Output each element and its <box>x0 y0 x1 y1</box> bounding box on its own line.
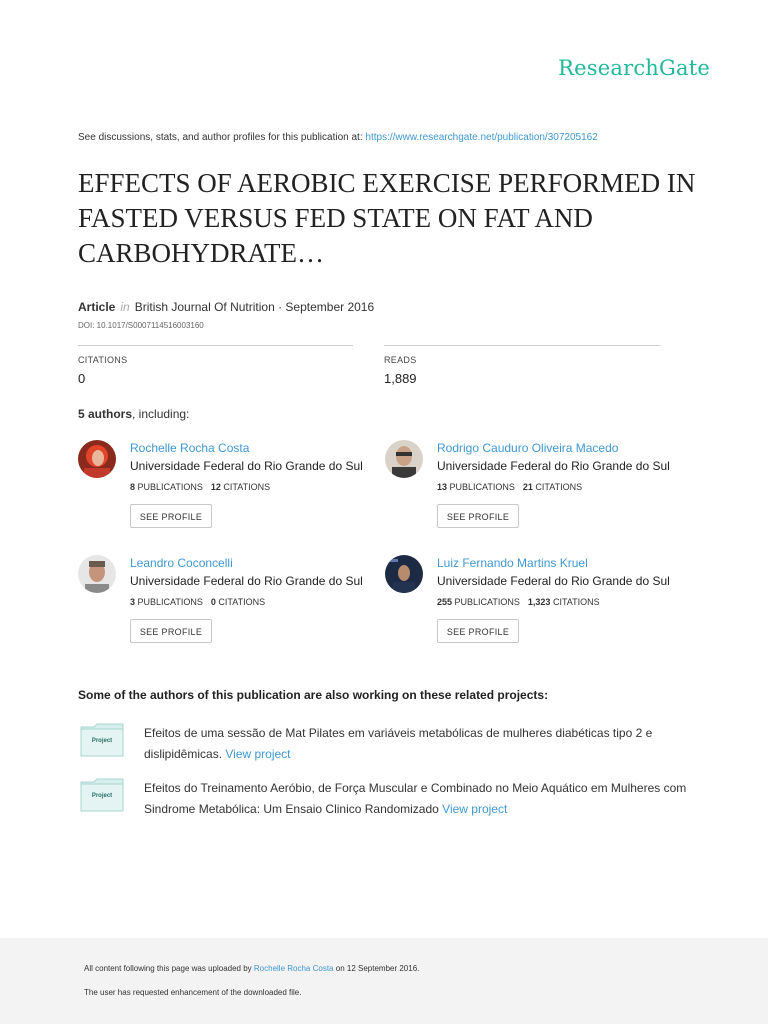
publications-label: PUBLICATIONS <box>449 482 515 492</box>
author-institution: Universidade Federal do Rio Grande do Sul <box>130 574 363 588</box>
upload-note-prefix: All content following this page was uploaded by <box>84 964 252 973</box>
upload-note-suffix: on 12 September 2016. <box>335 964 420 973</box>
publications-label: PUBLICATIONS <box>454 597 520 607</box>
author-institution: Universidade Federal do Rio Grande do Sul <box>130 459 363 473</box>
researchgate-logo[interactable]: ResearchGate <box>558 56 710 80</box>
publications-count: 3 <box>130 597 136 607</box>
citations-count: 12 <box>210 482 221 492</box>
citations-count: 21 <box>522 482 533 492</box>
divider-citations <box>78 345 353 346</box>
author-stats <box>130 597 265 607</box>
upload-footer <box>0 938 768 1024</box>
citations-label: CITATIONS <box>223 482 271 492</box>
authors-count: 5 authors <box>78 407 133 421</box>
project-description <box>144 723 704 765</box>
project-title: Efeitos do Treinamento Aeróbio, de Força Muscular e Combinado no Meio Aquático em Mulheres com Sindrome Metabólica: Um Ensaio Clinico Randomizado <box>144 781 687 816</box>
citations-label: CITATIONS <box>218 597 266 607</box>
in-label: in <box>120 300 130 314</box>
view-project-link[interactable]: View project <box>442 802 508 816</box>
discussion-line <box>78 132 598 143</box>
publication-meta <box>78 300 374 314</box>
citations-value: 0 <box>78 371 86 386</box>
avatar[interactable] <box>385 440 423 478</box>
publication-title: EFFECTS OF AEROBIC EXERCISE PERFORMED IN FASTED VERSUS FED STATE ON FAT AND CARBOHYDRATE… <box>78 168 696 268</box>
author-card <box>385 555 685 665</box>
upload-note <box>84 964 419 973</box>
publication-url-link[interactable]: https://www.researchgate.net/publication/307205162 <box>365 132 598 143</box>
project-folder-icon <box>80 723 124 755</box>
uploader-link[interactable]: Rochelle Rocha Costa <box>253 964 334 973</box>
author-name-link[interactable]: Leandro Coconcelli <box>130 556 233 570</box>
publication-type: Article <box>78 300 116 314</box>
publications-count: 13 <box>437 482 448 492</box>
project-folder-icon <box>80 778 124 810</box>
reads-label: READS <box>384 355 417 365</box>
author-institution: Universidade Federal do Rio Grande do Sul <box>437 574 670 588</box>
author-card <box>78 440 378 550</box>
citations-count: 1,323 <box>527 597 551 607</box>
see-profile-button[interactable]: SEE PROFILE <box>437 619 519 643</box>
project-folder-label: Project <box>91 793 113 799</box>
enhancement-note: The user has requested enhancement of the downloaded file. <box>84 988 302 997</box>
publications-label: PUBLICATIONS <box>137 597 203 607</box>
author-stats <box>437 597 600 607</box>
author-name-link[interactable]: Rodrigo Cauduro Oliveira Macedo <box>437 441 619 455</box>
see-profile-button[interactable]: SEE PROFILE <box>437 504 519 528</box>
author-stats <box>130 482 270 492</box>
author-institution: Universidade Federal do Rio Grande do Sul <box>437 459 670 473</box>
citations-count: 0 <box>210 597 216 607</box>
author-name-link[interactable]: Rochelle Rocha Costa <box>130 441 250 455</box>
related-project <box>80 778 700 828</box>
publications-count: 255 <box>437 597 453 607</box>
reads-value: 1,889 <box>384 371 417 386</box>
author-card <box>385 440 685 550</box>
view-project-link[interactable]: View project <box>225 747 291 761</box>
project-folder-label: Project <box>91 738 113 744</box>
authors-suffix: , including: <box>132 407 190 421</box>
authors-heading <box>78 407 189 421</box>
author-stats <box>437 482 582 492</box>
citations-label: CITATIONS <box>78 355 128 365</box>
citations-label: CITATIONS <box>535 482 583 492</box>
publications-count: 8 <box>130 482 136 492</box>
project-description <box>144 778 704 820</box>
avatar[interactable] <box>78 555 116 593</box>
related-project <box>80 723 700 773</box>
see-profile-button[interactable]: SEE PROFILE <box>130 504 212 528</box>
avatar[interactable] <box>385 555 423 593</box>
journal-date: British Journal Of Nutrition · September 2016 <box>134 300 375 314</box>
discussion-prefix: See discussions, stats, and author profiles for this publication at: <box>78 132 363 143</box>
publications-label: PUBLICATIONS <box>137 482 203 492</box>
project-title: Efeitos de uma sessão de Mat Pilates em variáveis metabólicas de mulheres diabéticas tipo 2 e dislipidêmicas. <box>144 726 653 761</box>
avatar[interactable] <box>78 440 116 478</box>
author-card <box>78 555 378 665</box>
doi-text: DOI: 10.1017/S0007114516003160 <box>78 321 204 330</box>
divider-reads <box>384 345 660 346</box>
citations-label: CITATIONS <box>552 597 600 607</box>
see-profile-button[interactable]: SEE PROFILE <box>130 619 212 643</box>
author-name-link[interactable]: Luiz Fernando Martins Kruel <box>437 556 588 570</box>
related-projects-heading: Some of the authors of this publication are also working on these related projects: <box>78 688 549 702</box>
